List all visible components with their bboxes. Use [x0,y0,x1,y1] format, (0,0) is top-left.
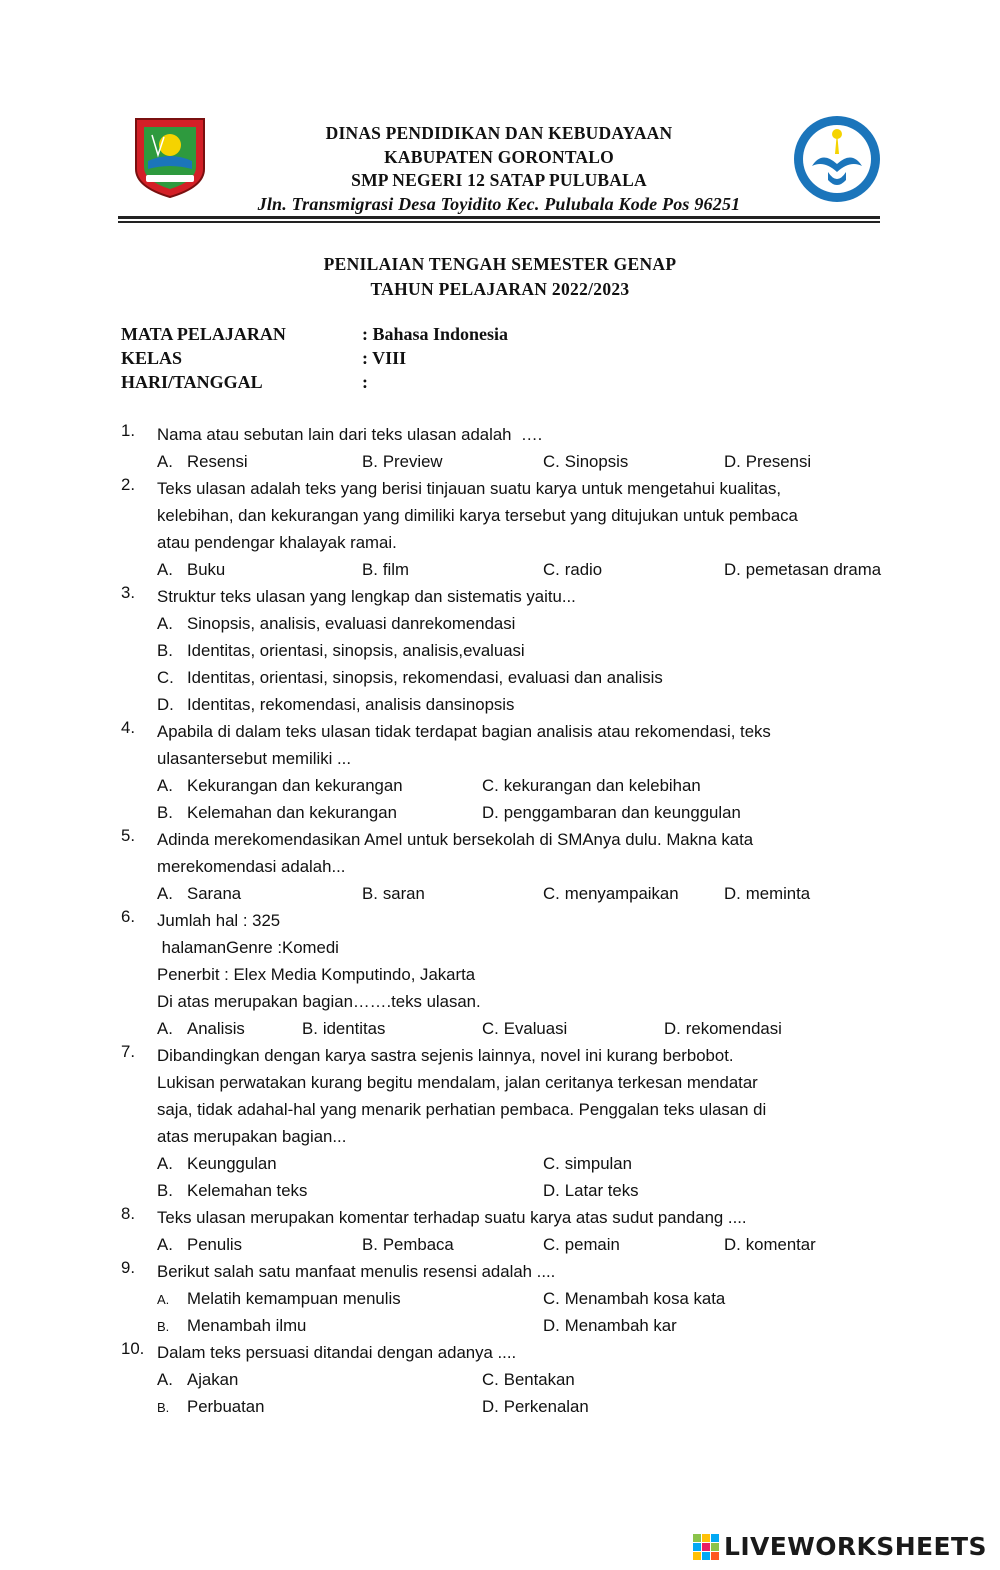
option-letter: B. [157,641,173,660]
option-letter: D. [157,695,174,714]
option-letter: D. [724,884,741,903]
option-text: Perkenalan [503,1397,589,1416]
answer-options-row [121,772,881,799]
answer-option[interactable] [543,448,628,475]
option-text: Melatih kemampuan menulis [187,1289,401,1308]
answer-option[interactable] [121,637,881,664]
option-letter: A. [157,1019,173,1038]
option-text: Sarana [187,884,242,903]
option-letter: A. [157,884,173,903]
option-letter: C. [543,1154,560,1173]
exam-title-line2: TAHUN PELAJARAN 2022/2023 [370,279,630,299]
answer-option[interactable] [482,1393,589,1420]
option-letter: D. [543,1316,560,1335]
answer-option[interactable] [157,1231,242,1258]
info-subject [121,322,508,346]
letterhead-divider-thin [118,221,880,223]
question-number: 7. [121,1042,135,1061]
answer-options-row [121,880,881,907]
question-number: 5. [121,826,135,845]
question-item [121,907,881,1042]
question-text: Lukisan perwatakan kurang begitu mendalam, jalan ceritanya terkesan mendatar [157,1073,758,1092]
question-text: atau pendengar khalayak ramai. [157,533,397,552]
answer-option[interactable] [157,880,241,907]
option-text: Penulis [187,1235,243,1254]
answer-option[interactable] [157,799,397,826]
option-text: pemain [564,1235,620,1254]
option-letter: C. [157,668,174,687]
answer-options-row [121,1393,881,1420]
option-text: Kelemahan dan kekurangan [187,803,397,822]
option-letter: D. [482,803,499,822]
answer-option[interactable] [362,880,425,907]
option-text: identitas [322,1019,386,1038]
question-text: atas merupakan bagian... [157,1127,347,1146]
option-text: Kelemahan teks [187,1181,308,1200]
option-text: Evaluasi [503,1019,568,1038]
option-text: komentar [745,1235,816,1254]
letterhead-text [118,122,880,216]
option-text: radio [564,560,603,579]
info-date [121,370,508,394]
answer-option[interactable] [302,1015,385,1042]
option-text: Analisis [187,1019,245,1038]
question-text: Teks ulasan adalah teks yang berisi tinjauan suatu karya untuk mengetahui kualitas, [157,479,782,498]
question-text: Nama atau sebutan lain dari teks ulasan adalah …. [157,425,543,444]
answer-options-row [121,1150,881,1177]
option-letter: D. [724,452,741,471]
answer-option[interactable] [543,556,602,583]
question-text: Berikut salah satu manfaat menulis resensi adalah .... [157,1262,556,1281]
answer-option[interactable] [482,1015,567,1042]
option-letter: C. [543,884,560,903]
option-letter: D. [724,560,741,579]
exam-info [121,322,508,394]
option-text: Identitas, rekomendasi, analisis dansinopsis [187,695,515,714]
question-number: 6. [121,907,135,926]
letterhead-divider-thick [118,216,880,219]
question-text: Di atas merupakan bagian…….teks ulasan. [157,992,481,1011]
option-text: Latar teks [564,1181,639,1200]
answer-option[interactable] [482,1366,575,1393]
option-letter: A. [157,1154,173,1173]
info-value: : Bahasa Indonesia [362,324,509,344]
answer-option[interactable] [724,556,881,583]
liveworksheets-brand: LIVEWORKSHEETS [724,1532,987,1561]
answer-options-row [121,1285,881,1312]
option-text: menyampaikan [564,884,679,903]
option-letter: B. [302,1019,318,1038]
answer-option[interactable] [157,1312,306,1340]
answer-option[interactable] [157,1177,307,1204]
option-letter: A. [157,614,173,633]
option-text: Keunggulan [187,1154,277,1173]
answer-option[interactable] [543,1231,620,1258]
question-text: Penerbit : Elex Media Komputindo, Jakarta [157,965,476,984]
option-text: pemetasan drama [745,560,882,579]
option-text: film [382,560,409,579]
question-number: 1. [121,421,135,440]
option-letter: A. [157,452,173,471]
school-address: Jln. Transmigrasi Desa Toyidito Kec. Pulubala Kode Pos 96251 [257,193,741,214]
option-text: Resensi [187,452,248,471]
exam-title [0,252,1000,302]
option-text: Menambah kosa kata [564,1289,726,1308]
option-letter: D. [482,1397,499,1416]
option-text: simpulan [564,1154,632,1173]
answer-options-row [121,1231,881,1258]
answer-option[interactable] [362,1231,454,1258]
option-text: Bentakan [503,1370,575,1389]
question-item [121,583,881,718]
liveworksheets-logo-icon [692,1533,720,1561]
option-text: Sinopsis, analisis, evaluasi danrekomendasi [187,614,516,633]
question-text: saja, tidak adahal-hal yang menarik perhatian pembaca. Penggalan teks ulasan di [157,1100,767,1119]
info-value: : VIII [362,348,407,368]
question-item [121,1204,881,1258]
question-number: 9. [121,1258,135,1277]
question-number: 10. [121,1339,145,1358]
answer-option[interactable] [724,1231,816,1258]
info-label: HARI/TANGGAL [121,372,263,392]
question-text: Dalam teks persuasi ditandai dengan adanya .... [157,1343,517,1362]
option-text: kekurangan dan kelebihan [503,776,701,795]
option-letter: D. [664,1019,681,1038]
answer-option[interactable] [157,1285,401,1313]
info-value: : [362,372,368,392]
option-letter: B. [362,560,378,579]
option-text: Kekurangan dan kekurangan [187,776,403,795]
answer-options-row [121,799,881,826]
answer-option[interactable] [157,1366,238,1393]
option-letter: B. [362,1235,378,1254]
question-number: 3. [121,583,135,602]
option-text: meminta [745,884,811,903]
option-text: rekomendasi [685,1019,782,1038]
option-letter: B. [362,884,378,903]
option-letter: B. [362,452,378,471]
answer-option[interactable] [664,1015,782,1042]
question-list [121,421,881,1420]
info-label: KELAS [121,348,183,368]
option-letter: A. [157,776,173,795]
liveworksheets-logo [692,1532,992,1562]
option-letter: C. [543,560,560,579]
answer-option[interactable] [157,1015,245,1042]
question-text: Dibandingkan dengan karya sastra sejenis lainnya, novel ini kurang berbobot. [157,1046,734,1065]
question-text: Struktur teks ulasan yang lengkap dan sistematis yaitu... [157,587,576,606]
question-item [121,421,881,475]
exam-title-line1: PENILAIAN TENGAH SEMESTER GENAP [323,254,677,274]
answer-option[interactable] [543,1312,677,1339]
option-text: Presensi [745,452,812,471]
option-letter: B. [157,1319,170,1334]
question-text: Teks ulasan merupakan komentar terhadap suatu karya atas sudut pandang .... [157,1208,747,1227]
answer-option[interactable] [121,664,881,691]
info-class [121,346,508,370]
answer-options-row [121,1015,881,1042]
question-item [121,1339,881,1420]
question-item [121,475,881,583]
option-text: Preview [382,452,443,471]
question-item [121,718,881,826]
question-text: merekomendasi adalah... [157,857,346,876]
school-name: SMP NEGERI 12 SATAP PULUBALA [351,170,647,190]
answer-option[interactable] [157,1150,277,1177]
answer-option[interactable] [543,1285,725,1312]
option-letter: D. [724,1235,741,1254]
option-text: Menambah ilmu [187,1316,307,1335]
option-text: Menambah kar [564,1316,677,1335]
option-letter: C. [482,1019,499,1038]
answer-option[interactable] [362,448,443,475]
question-text: ulasantersebut memiliki ... [157,749,351,768]
question-text: kelebihan, dan kekurangan yang dimiliki karya tersebut yang ditujukan untuk pembaca [157,506,798,525]
info-label: MATA PELAJARAN [121,324,286,344]
option-text: Perbuatan [187,1397,265,1416]
option-text: Identitas, orientasi, sinopsis, rekomendasi, evaluasi dan analisis [187,668,663,687]
answer-option[interactable] [724,448,811,475]
option-letter: B. [157,803,173,822]
answer-option[interactable] [157,772,403,799]
answer-option[interactable] [121,610,881,637]
option-letter: C. [482,1370,499,1389]
tut-wuri-handayani-icon [792,114,882,204]
question-text: Adinda merekomendasikan Amel untuk bersekolah di SMAnya dulu. Makna kata [157,830,754,849]
question-number: 8. [121,1204,135,1223]
question-text: Apabila di dalam teks ulasan tidak terdapat bagian analisis atau rekomendasi, teks [157,722,771,741]
question-item [121,1258,881,1339]
agency-name: DINAS PENDIDIKAN DAN KEBUDAYAAN [325,123,673,143]
answer-options-row [121,1366,881,1393]
letterhead [118,112,880,230]
option-text: Buku [187,560,226,579]
option-text: Ajakan [187,1370,239,1389]
regency-name: KABUPATEN GORONTALO [384,146,614,167]
answer-options-row [121,1177,881,1204]
option-letter: A. [157,1235,173,1254]
question-item [121,826,881,907]
option-text: saran [382,884,425,903]
option-text: Sinopsis [564,452,629,471]
answer-option[interactable] [543,1150,632,1177]
answer-option[interactable] [121,691,881,718]
answer-option[interactable] [482,799,741,826]
answer-option[interactable] [157,448,248,475]
answer-options-row [121,1312,881,1339]
answer-option[interactable] [482,772,701,799]
answer-option[interactable] [543,1177,638,1204]
option-letter: C. [543,1235,560,1254]
answer-option[interactable] [157,556,225,583]
option-letter: A. [157,1370,173,1389]
option-letter: A. [157,1292,170,1307]
question-number: 2. [121,475,135,494]
question-text: Jumlah hal : 325 [157,911,281,930]
question-number: 4. [121,718,135,737]
option-letter: B. [157,1181,173,1200]
option-letter: B. [157,1400,170,1415]
option-letter: C. [543,452,560,471]
answer-option[interactable] [157,1393,264,1421]
question-item [121,1042,881,1204]
option-text: penggambaran dan keunggulan [503,803,741,822]
answer-option[interactable] [362,556,409,583]
option-letter: C. [482,776,499,795]
option-text: Identitas, orientasi, sinopsis, analisis,evaluasi [187,641,525,660]
answer-option[interactable] [724,880,810,907]
answer-option[interactable] [543,880,679,907]
answer-options-row [121,448,881,475]
question-text: halamanGenre :Komedi [157,938,339,957]
answer-options-row [121,556,881,583]
option-letter: A. [157,560,173,579]
option-letter: D. [543,1181,560,1200]
option-letter: C. [543,1289,560,1308]
option-text: Pembaca [382,1235,454,1254]
